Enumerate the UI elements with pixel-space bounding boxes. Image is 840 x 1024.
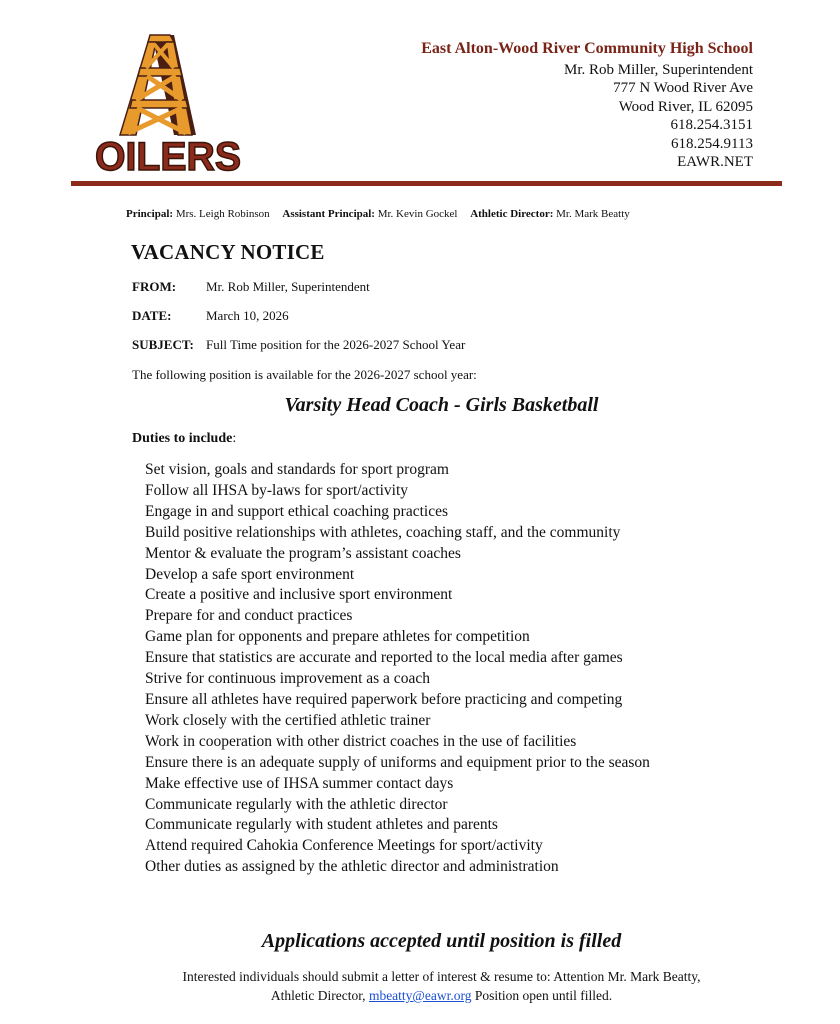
- date-label: DATE:: [132, 308, 172, 323]
- duty-item: Game plan for opponents and prepare athletes for competition: [145, 628, 530, 646]
- instructions-prefix: Athletic Director,: [270, 988, 366, 1003]
- superintendent: Mr. Rob Miller, Superintendent: [564, 61, 753, 78]
- subject-row: [132, 337, 465, 353]
- closing-statement: Applications accepted until position is filled: [261, 930, 622, 952]
- assistant-principal-label: Assistant Principal:: [282, 208, 375, 220]
- phone-number: 618.254.3151: [670, 117, 753, 133]
- subject-value: Full Time position for the 2026-2027 School Year: [206, 337, 466, 352]
- address-city: Wood River, IL 62095: [618, 98, 753, 115]
- from-value: Mr. Rob Miller, Superintendent: [206, 279, 370, 294]
- email-link[interactable]: mbeatty@eawr.org: [368, 988, 472, 1003]
- logo-text: OILERS: [95, 135, 241, 179]
- duty-item: Make effective use of IHSA summer contact days: [145, 774, 454, 792]
- address-street: 777 N Wood River Ave: [613, 80, 753, 96]
- duty-item: Attend required Cahokia Conference Meetings for sport/activity: [145, 837, 543, 855]
- duty-item: Follow all IHSA by-laws for sport/activity: [145, 481, 409, 499]
- athletic-director-label: Athletic Director:: [470, 208, 554, 220]
- duty-item: Develop a safe sport environment: [145, 565, 355, 583]
- duty-item: Communicate regularly with the athletic director: [145, 795, 448, 813]
- instructions-line-2: [0, 986, 840, 1005]
- from-row: [132, 279, 370, 295]
- duties-list: [145, 460, 650, 878]
- principal-label: Principal:: [126, 208, 174, 220]
- application-instructions: [0, 967, 840, 1005]
- duty-item: Create a positive and inclusive sport environment: [145, 586, 453, 604]
- duties-label: Duties to include: [132, 431, 233, 446]
- duty-item: Communicate regularly with student athletes and parents: [145, 816, 498, 834]
- duties-colon: :: [232, 431, 237, 446]
- duty-item: Set vision, goals and standards for sport program: [145, 461, 449, 478]
- duties-heading: [132, 431, 236, 447]
- position-title: Varsity Head Coach - Girls Basketball: [284, 394, 599, 416]
- header-divider: [71, 181, 782, 186]
- from-label: FROM:: [132, 279, 177, 294]
- principal-name: Mrs. Leigh Robinson: [175, 208, 270, 220]
- duty-item: Build positive relationships with athletes, coaching staff, and the community: [145, 523, 621, 541]
- intro-text: The following position is available for the 2026-2027 school year:: [132, 367, 477, 382]
- staff-line: [126, 208, 630, 220]
- date-row: [132, 308, 289, 324]
- subject-label: SUBJECT:: [132, 337, 194, 352]
- duty-item: Work closely with the certified athletic trainer: [145, 711, 431, 729]
- duty-item: Ensure all athletes have required paperwork before practicing and competing: [145, 690, 623, 708]
- duty-item: Prepare for and conduct practices: [145, 607, 353, 625]
- athletic-director-name: Mr. Mark Beatty: [556, 208, 630, 220]
- duty-item: Engage in and support ethical coaching practices: [145, 502, 448, 520]
- fax-number: 618.254.9113: [671, 135, 753, 152]
- oilers-logo: [92, 30, 244, 180]
- duty-item: Ensure there is an adequate supply of uniforms and equipment prior to the season: [145, 753, 650, 771]
- duty-item: Ensure that statistics are accurate and reported to the local media after games: [145, 649, 623, 667]
- website: EAWR.NET: [677, 154, 753, 170]
- duty-item: Other duties as assigned by the athletic director and administration: [145, 858, 559, 876]
- oil-derrick-icon: [120, 35, 196, 135]
- duty-item: Strive for continuous improvement as a coach: [145, 670, 430, 688]
- instructions-line-1: Interested individuals should submit a letter of interest & resume to: Attention Mr. Mark Beatty,: [182, 969, 701, 984]
- instructions-suffix: Position open until filled.: [474, 988, 613, 1003]
- school-name: East Alton-Wood River Community High School: [421, 40, 753, 57]
- duty-item: Work in cooperation with other district coaches in the use of facilities: [145, 732, 577, 750]
- letterhead: [421, 40, 753, 172]
- notice-title: VACANCY NOTICE: [131, 240, 325, 264]
- duty-item: Mentor & evaluate the program’s assistant coaches: [145, 544, 461, 562]
- assistant-principal-name: Mr. Kevin Gockel: [377, 208, 458, 220]
- date-value: March 10, 2026: [206, 308, 289, 323]
